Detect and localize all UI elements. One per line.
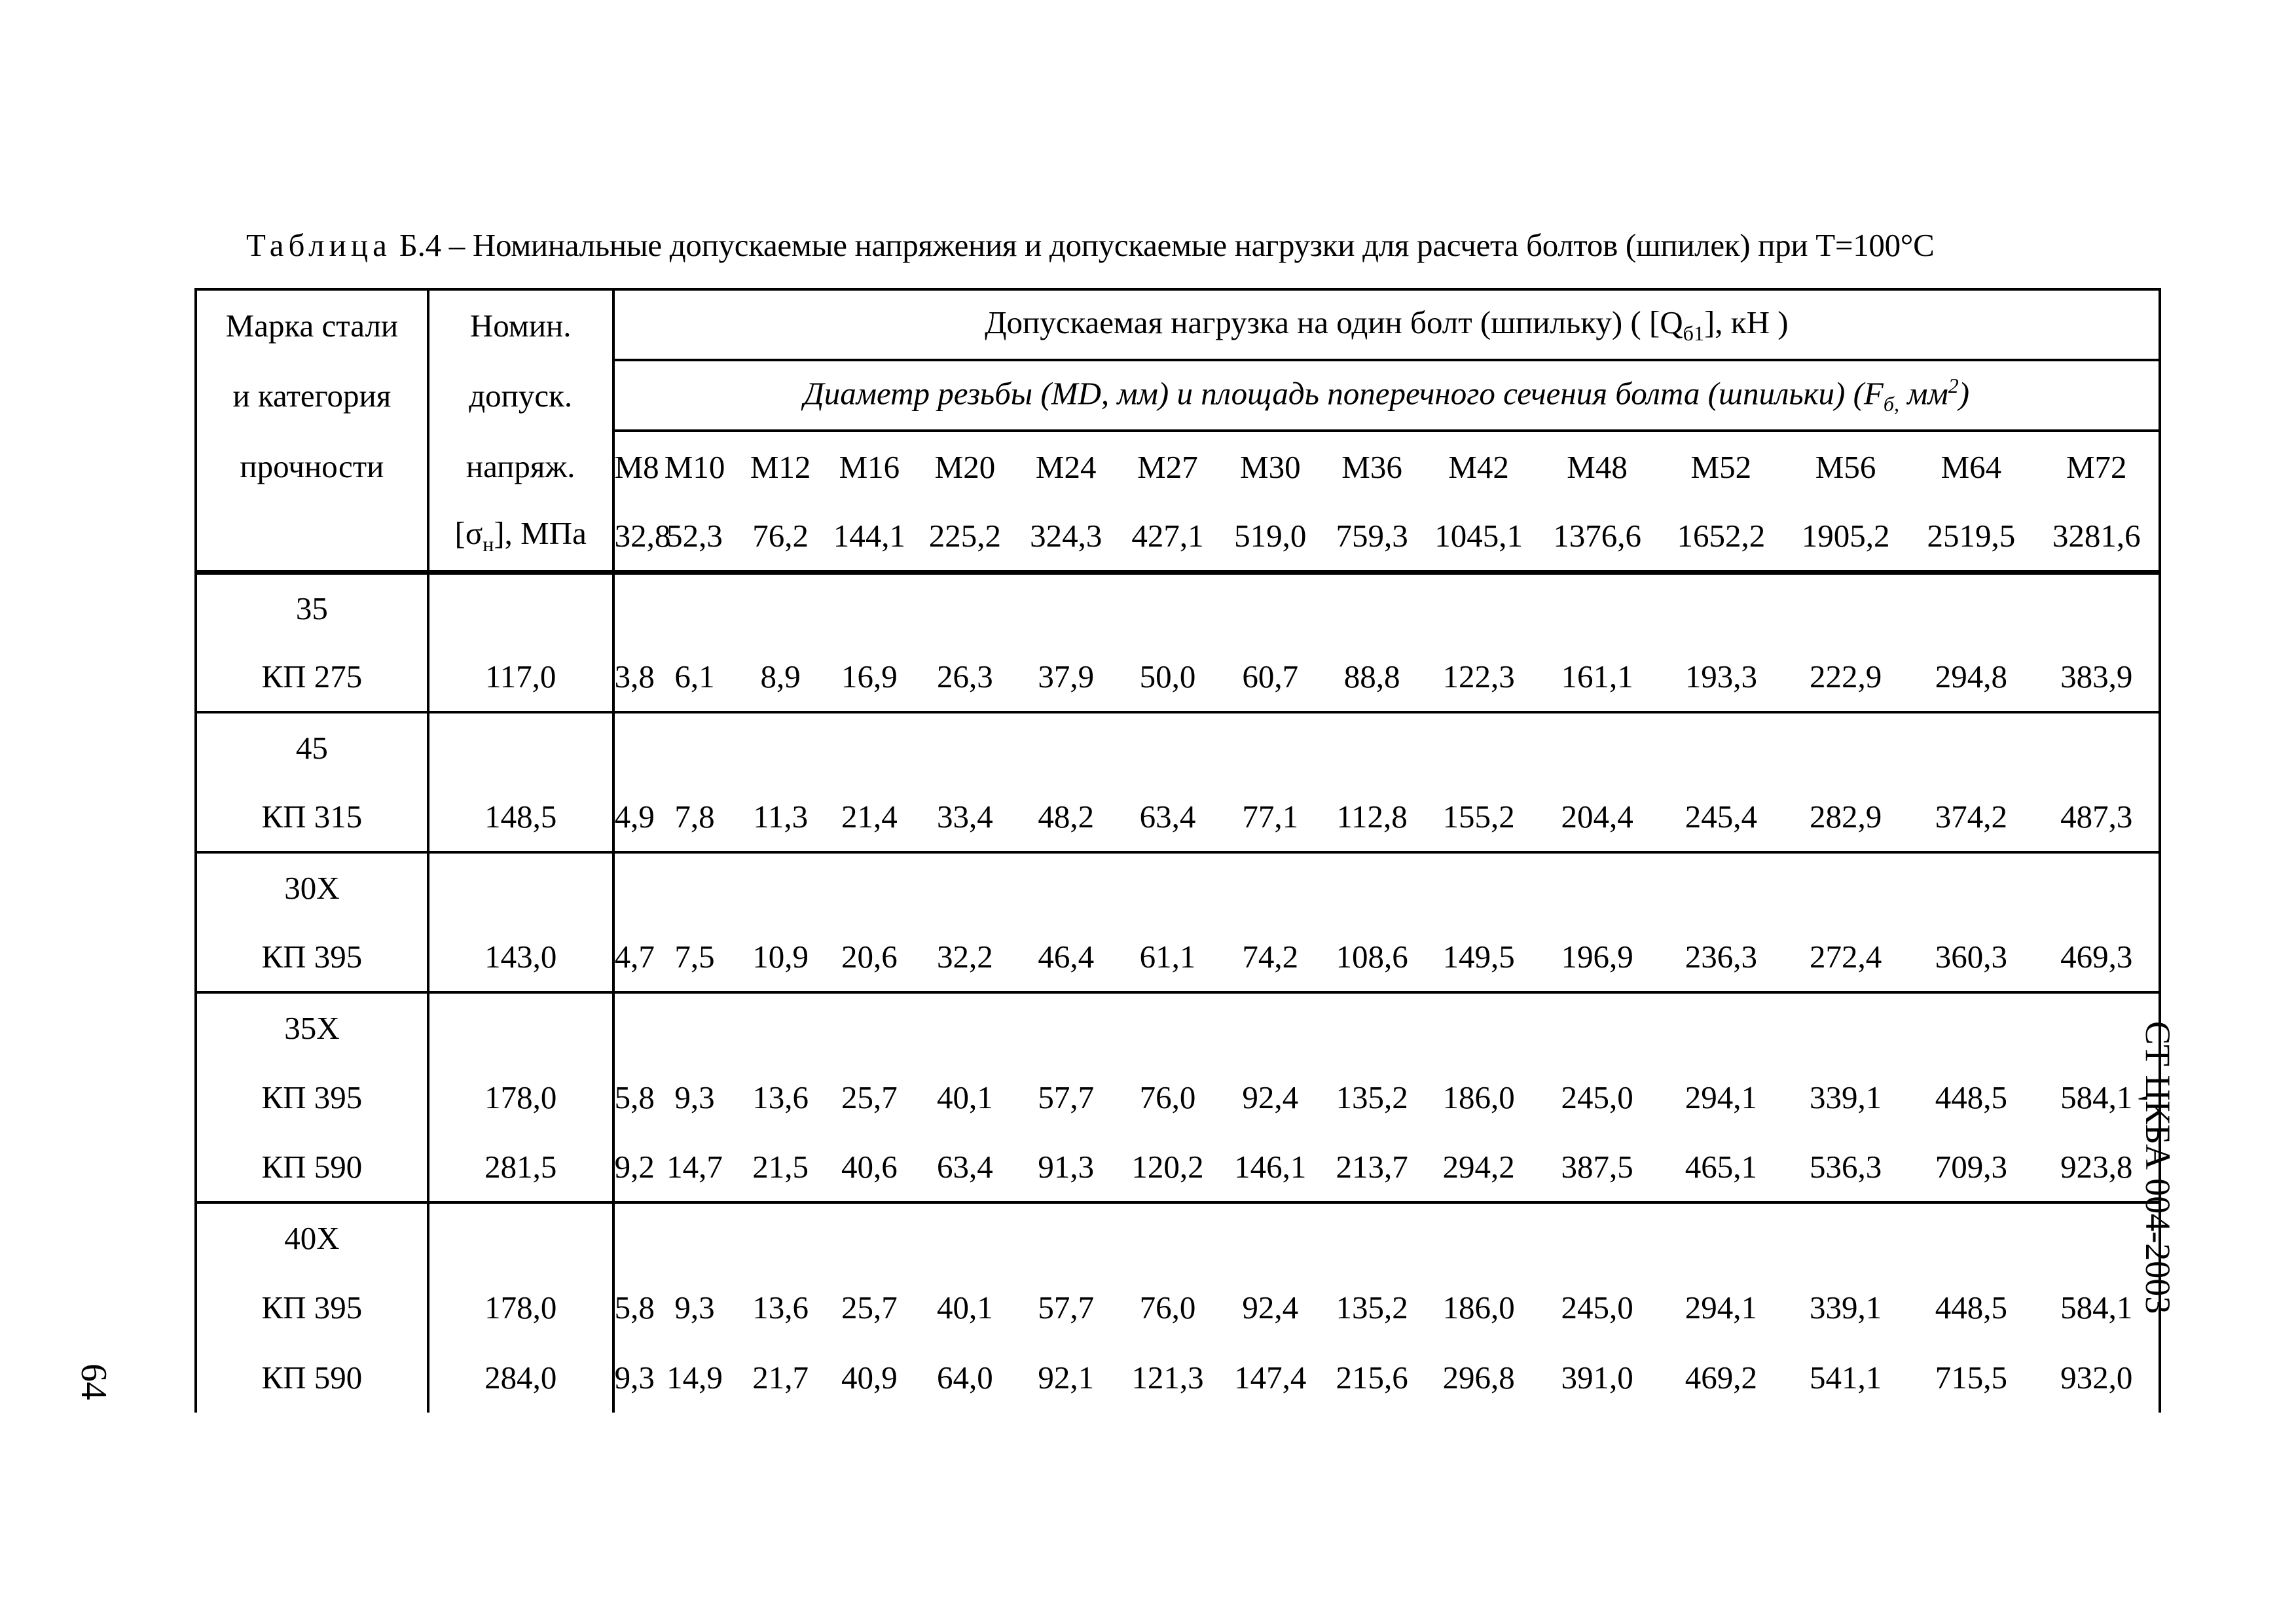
allowable-load: 236,3	[1659, 922, 1783, 992]
diameter-header-sub: б,	[1883, 392, 1899, 416]
allowable-load: 61,1	[1117, 922, 1218, 992]
load-header-end: ], кН )	[1704, 304, 1789, 341]
allowable-load: 9,3	[674, 1290, 715, 1326]
thread-size-header: М27	[1137, 448, 1198, 485]
allowable-load: 21,7	[752, 1360, 809, 1396]
allowable-load: 469,3	[2035, 922, 2160, 992]
grade-header-line2: и категория	[196, 360, 428, 431]
thread-size-header: М42	[1448, 448, 1509, 485]
allowable-load: 63,4	[1117, 782, 1218, 852]
document-code: СТ ЦКБА 004-2003	[2138, 1021, 2178, 1314]
allowable-load: 487,3	[2035, 782, 2160, 852]
allowable-load: 584,1	[2035, 1272, 2160, 1343]
stress-sigma-sub: н	[483, 532, 494, 556]
cross-section-area: 144,1	[833, 517, 906, 554]
cross-section-area: 225,2	[928, 517, 1002, 554]
allowable-load: 272,4	[1783, 922, 1908, 992]
allowable-load: 92,1	[1038, 1360, 1095, 1396]
allowable-load: 108,6	[1322, 922, 1421, 992]
allowable-load: 9,2	[613, 1132, 653, 1202]
page-number: 64	[73, 1363, 114, 1400]
allowable-load: 91,3	[1015, 1132, 1117, 1202]
allowable-load: 294,1	[1685, 1290, 1757, 1326]
allowable-load: 112,8	[1322, 782, 1421, 852]
thread-size-header: М10	[664, 448, 725, 485]
allowable-load: 222,9	[1783, 642, 1908, 712]
allowable-load: 46,4	[1015, 922, 1117, 992]
load-header-sub: б1	[1683, 321, 1704, 345]
allowable-load: 13,6	[752, 1290, 809, 1326]
allowable-load: 186,0	[1442, 1079, 1515, 1115]
thread-size-header: М24	[1035, 448, 1097, 485]
allowable-load: 60,7	[1218, 642, 1322, 712]
allowable-load: 186,0	[1442, 1290, 1515, 1326]
allowable-load: 584,1	[2035, 1062, 2160, 1132]
cross-section-area: 2519,5	[1927, 517, 2016, 554]
nominal-stress: 117,0	[428, 642, 613, 712]
allowable-load: 135,2	[1336, 1290, 1408, 1326]
cross-section-area: 52,3	[666, 517, 723, 554]
allowable-load: 196,9	[1535, 922, 1658, 992]
stress-header-line1: Номин.	[428, 289, 613, 360]
allowable-load: 294,8	[1908, 642, 2034, 712]
loads-empty	[613, 712, 2160, 782]
cross-section-area: 1905,2	[1801, 517, 1890, 554]
loads-empty	[613, 992, 2160, 1062]
allowable-load: 88,8	[1322, 642, 1421, 712]
allowable-load: 448,5	[1935, 1290, 2007, 1326]
allowable-load: 37,9	[1015, 642, 1117, 712]
allowable-load: 9,3	[613, 1343, 653, 1413]
grade-header-line1: Марка стали	[196, 289, 428, 360]
allowable-load: 391,0	[1561, 1360, 1633, 1396]
allowable-load: 383,9	[2035, 642, 2160, 712]
stress-header-unit	[428, 501, 613, 572]
allowable-load: 294,2	[1422, 1132, 1536, 1202]
cross-section-area: 427,1	[1131, 517, 1204, 554]
cross-section-area: 3281,6	[2035, 501, 2160, 572]
allowable-load: 715,5	[1935, 1360, 2007, 1396]
allowable-load: 57,7	[1038, 1290, 1095, 1326]
nominal-stress: 178,0	[428, 1062, 613, 1132]
caption-text: Б.4 – Номинальные допускаемые напряжения и допускаемые нагрузки для расчета болтов (шпилек) при Т=100°С	[399, 227, 1935, 263]
allowable-load: 282,9	[1783, 782, 1908, 852]
allowable-load: 155,2	[1422, 782, 1536, 852]
loads-empty	[613, 852, 2160, 922]
stress-empty	[428, 712, 613, 782]
allowable-load: 76,0	[1139, 1290, 1196, 1326]
loads-empty	[613, 572, 2160, 642]
allowable-load: 245,0	[1561, 1290, 1633, 1326]
table-caption	[246, 226, 1934, 264]
allowable-load: 120,2	[1117, 1132, 1218, 1202]
allowable-load: 16,9	[824, 642, 915, 712]
allowable-load: 57,7	[1038, 1079, 1095, 1115]
thread-size-header: М48	[1567, 448, 1628, 485]
thread-size-header: М20	[934, 448, 996, 485]
stress-empty	[428, 1202, 613, 1272]
load-header-text: Допускаемая нагрузка на один болт (шпильку) ( [Q	[985, 304, 1683, 341]
cross-section-area: 1652,2	[1677, 517, 1766, 554]
allowable-load: 20,6	[824, 922, 915, 992]
cross-section-area: 76,2	[752, 517, 809, 554]
allowable-load: 339,1	[1809, 1079, 1882, 1115]
allowable-load: 76,0	[1139, 1079, 1196, 1115]
loads-empty	[613, 1202, 2160, 1272]
stress-sigma-close: ], МПа	[494, 515, 587, 552]
allowable-load: 339,1	[1809, 1290, 1882, 1326]
allowable-load: 204,4	[1535, 782, 1658, 852]
allowable-load: 360,3	[1908, 922, 2034, 992]
thread-size-header: М30	[1240, 448, 1301, 485]
allowable-load: 50,0	[1117, 642, 1218, 712]
allowable-load: 121,3	[1131, 1360, 1204, 1396]
allowable-load: 6,1	[652, 642, 737, 712]
allowable-load: 40,6	[824, 1132, 915, 1202]
steel-grade: 45	[196, 712, 428, 782]
allowable-load: 122,3	[1422, 642, 1536, 712]
strength-category: КП 590	[196, 1132, 428, 1202]
allowable-load: 294,1	[1685, 1079, 1757, 1115]
allowable-load: 25,7	[841, 1079, 898, 1115]
allowable-load: 21,4	[824, 782, 915, 852]
diameter-header-sup: 2	[1948, 374, 1959, 398]
allowable-load: 13,6	[752, 1079, 809, 1115]
allowable-load: 9,3	[674, 1079, 715, 1115]
thread-size-header: М72	[2035, 431, 2160, 501]
diameter-header-text: Диаметр резьбы (MD, мм) и площадь поперечного сечения болта (шпильки) (F	[803, 375, 1884, 412]
allowable-load: 40,1	[937, 1079, 993, 1115]
nominal-stress: 178,0	[428, 1272, 613, 1343]
diameter-header-end: )	[1958, 375, 1970, 412]
allowable-load: 215,6	[1336, 1360, 1408, 1396]
allowable-load: 448,5	[1935, 1079, 2007, 1115]
allowable-load: 213,7	[1322, 1132, 1421, 1202]
cross-section-area: 1376,6	[1553, 517, 1641, 554]
stress-empty	[428, 852, 613, 922]
allowable-load: 541,1	[1809, 1360, 1882, 1396]
allowable-load: 932,0	[2035, 1343, 2160, 1413]
stress-empty	[428, 572, 613, 642]
allowable-load: 3,8	[613, 642, 653, 712]
thread-size-header: М64	[1941, 448, 2002, 485]
grade-header-line3: прочности	[196, 431, 428, 501]
allowable-load: 25,7	[841, 1290, 898, 1326]
allowable-load: 146,1	[1218, 1132, 1322, 1202]
allowable-load: 296,8	[1442, 1360, 1515, 1396]
nominal-stress: 284,0	[428, 1343, 613, 1413]
allowable-load: 14,9	[666, 1360, 723, 1396]
diameter-header	[613, 360, 2160, 431]
stress-sigma-open: [σ	[454, 515, 483, 552]
thread-size-header: М56	[1815, 448, 1876, 485]
allowable-load: 8,9	[737, 642, 824, 712]
thread-size-header: М36	[1341, 448, 1402, 485]
stress-header-line3: напряж.	[428, 431, 613, 501]
caption-prefix: Таблица	[246, 227, 392, 263]
allowable-load: 469,2	[1685, 1360, 1757, 1396]
stress-empty	[428, 992, 613, 1062]
allowable-load: 64,0	[937, 1360, 993, 1396]
cross-section-area: 32,8	[613, 501, 653, 572]
allowable-load: 21,5	[737, 1132, 824, 1202]
allowable-load: 32,2	[915, 922, 1015, 992]
strength-category: КП 315	[196, 782, 428, 852]
cross-section-area: 324,3	[1030, 517, 1102, 554]
strength-category: КП 395	[196, 922, 428, 992]
allowable-load: 92,4	[1242, 1290, 1299, 1326]
cross-section-area: 759,3	[1336, 517, 1408, 554]
allowable-load: 63,4	[915, 1132, 1015, 1202]
thread-size-header: М16	[839, 448, 900, 485]
steel-grade: 35	[196, 572, 428, 642]
allowable-load: 11,3	[737, 782, 824, 852]
allowable-load: 245,4	[1659, 782, 1783, 852]
nominal-stress: 281,5	[428, 1132, 613, 1202]
allowable-load: 536,3	[1783, 1132, 1908, 1202]
allowable-load: 92,4	[1242, 1079, 1299, 1115]
allowable-load: 7,5	[652, 922, 737, 992]
allowable-load: 77,1	[1218, 782, 1322, 852]
allowable-load: 7,8	[652, 782, 737, 852]
allowable-load: 465,1	[1659, 1132, 1783, 1202]
allowable-load: 74,2	[1218, 922, 1322, 992]
allowable-load: 923,8	[2035, 1132, 2160, 1202]
allowable-load: 193,3	[1659, 642, 1783, 712]
allowable-load: 26,3	[915, 642, 1015, 712]
thread-size-header: М8	[613, 431, 653, 501]
allowable-load: 4,7	[613, 922, 653, 992]
cross-section-area: 519,0	[1234, 517, 1307, 554]
steel-grade: 35Х	[196, 992, 428, 1062]
strength-category: КП 590	[196, 1343, 428, 1413]
thread-size-header: М52	[1690, 448, 1752, 485]
allowable-load: 48,2	[1015, 782, 1117, 852]
allowable-load: 149,5	[1422, 922, 1536, 992]
diameter-header-unit: мм	[1899, 375, 1948, 412]
allowable-load: 5,8	[613, 1272, 653, 1343]
allowable-load: 40,9	[841, 1360, 898, 1396]
cross-section-area: 1045,1	[1434, 517, 1523, 554]
allowable-load: 709,3	[1908, 1132, 2034, 1202]
allowable-load: 40,1	[937, 1290, 993, 1326]
nominal-stress: 148,5	[428, 782, 613, 852]
allowable-load: 10,9	[737, 922, 824, 992]
load-header	[613, 289, 2160, 360]
allowable-load: 5,8	[613, 1062, 653, 1132]
allowable-load: 245,0	[1561, 1079, 1633, 1115]
allowable-load: 33,4	[915, 782, 1015, 852]
grade-header-blank	[196, 501, 428, 572]
allowable-load: 374,2	[1908, 782, 2034, 852]
allowable-load: 147,4	[1234, 1360, 1307, 1396]
allowable-load: 387,5	[1535, 1132, 1658, 1202]
stress-header-line2: допуск.	[428, 360, 613, 431]
allowable-load: 135,2	[1336, 1079, 1408, 1115]
strength-category: КП 275	[196, 642, 428, 712]
allowable-load: 14,7	[652, 1132, 737, 1202]
allowable-load: 4,9	[613, 782, 653, 852]
steel-grade: 40Х	[196, 1202, 428, 1272]
strength-category: КП 395	[196, 1272, 428, 1343]
thread-size-header: М12	[750, 448, 811, 485]
allowable-load: 161,1	[1535, 642, 1658, 712]
allowable-loads-table	[194, 288, 2161, 1413]
nominal-stress: 143,0	[428, 922, 613, 992]
strength-category: КП 395	[196, 1062, 428, 1132]
steel-grade: 30Х	[196, 852, 428, 922]
